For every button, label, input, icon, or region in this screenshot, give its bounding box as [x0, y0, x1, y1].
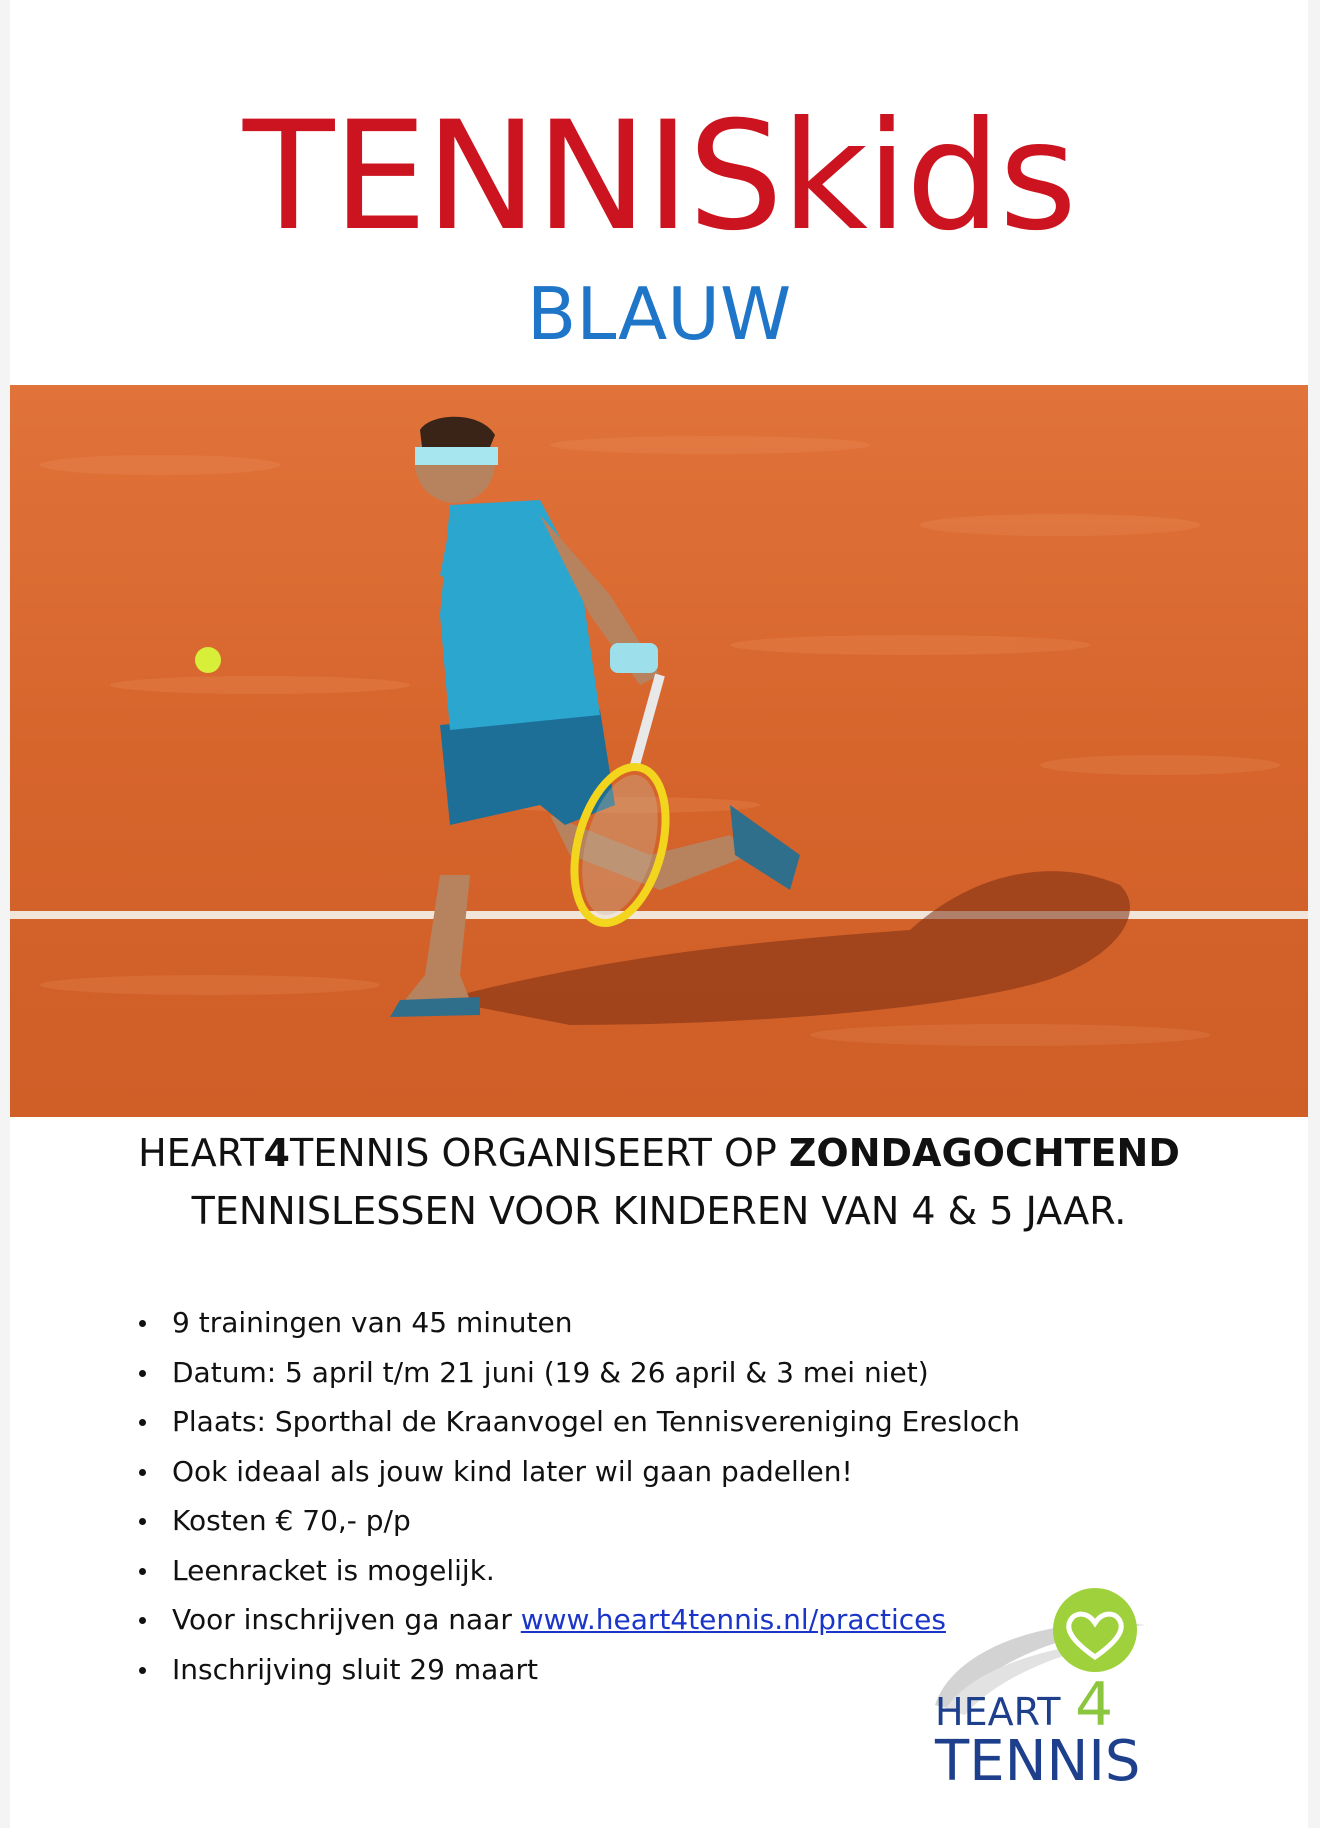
tennis-player-photo [10, 385, 1308, 1117]
logo-tennis-text: TENNIS [935, 1729, 1141, 1794]
register-link[interactable]: www.heart4tennis.nl/practices [520, 1603, 946, 1636]
flyer-page [10, 0, 1308, 1828]
page-title: TENNISkids [242, 90, 1076, 264]
tennis-ball-icon [195, 647, 221, 673]
logo-heart-text: HEART [935, 1690, 1061, 1734]
tennis-player-illustration [10, 385, 1308, 1117]
intro-heart: HEART [138, 1131, 264, 1175]
list-item: Leenracket is mogelijk. [130, 1546, 1030, 1596]
intro-text [10, 1124, 1308, 1240]
intro-four: 4 [263, 1131, 290, 1175]
list-item: Datum: 5 april t/m 21 juni (19 & 26 april & 3 mei niet) [130, 1348, 1030, 1398]
intro-organiseert: TENNIS ORGANISEERT OP [290, 1131, 789, 1175]
list-item: Kosten € 70,- p/p [130, 1496, 1030, 1546]
register-text: Voor inschrijven ga naar [172, 1603, 521, 1636]
heart4tennis-logo [925, 1585, 1215, 1795]
intro-line-1 [10, 1124, 1308, 1182]
info-list [130, 1298, 1030, 1694]
list-item: Ook ideaal als jouw kind later wil gaan padellen! [130, 1447, 1030, 1497]
list-item: 9 trainingen van 45 minuten [130, 1298, 1030, 1348]
list-item [130, 1595, 1030, 1645]
logo-four-text: 4 [1075, 1670, 1114, 1740]
list-item: Plaats: Sporthal de Kraanvogel en Tennisvereniging Eresloch [130, 1397, 1030, 1447]
list-item: Inschrijving sluit 29 maart [130, 1645, 1030, 1695]
intro-line-2: TENNISLESSEN VOOR KINDEREN VAN 4 & 5 JAAR. [191, 1189, 1127, 1233]
intro-zondagochtend: ZONDAGOCHTEND [788, 1131, 1180, 1175]
heart4tennis-logo-graphic [925, 1585, 1215, 1795]
page-subtitle: BLAUW [526, 272, 792, 356]
